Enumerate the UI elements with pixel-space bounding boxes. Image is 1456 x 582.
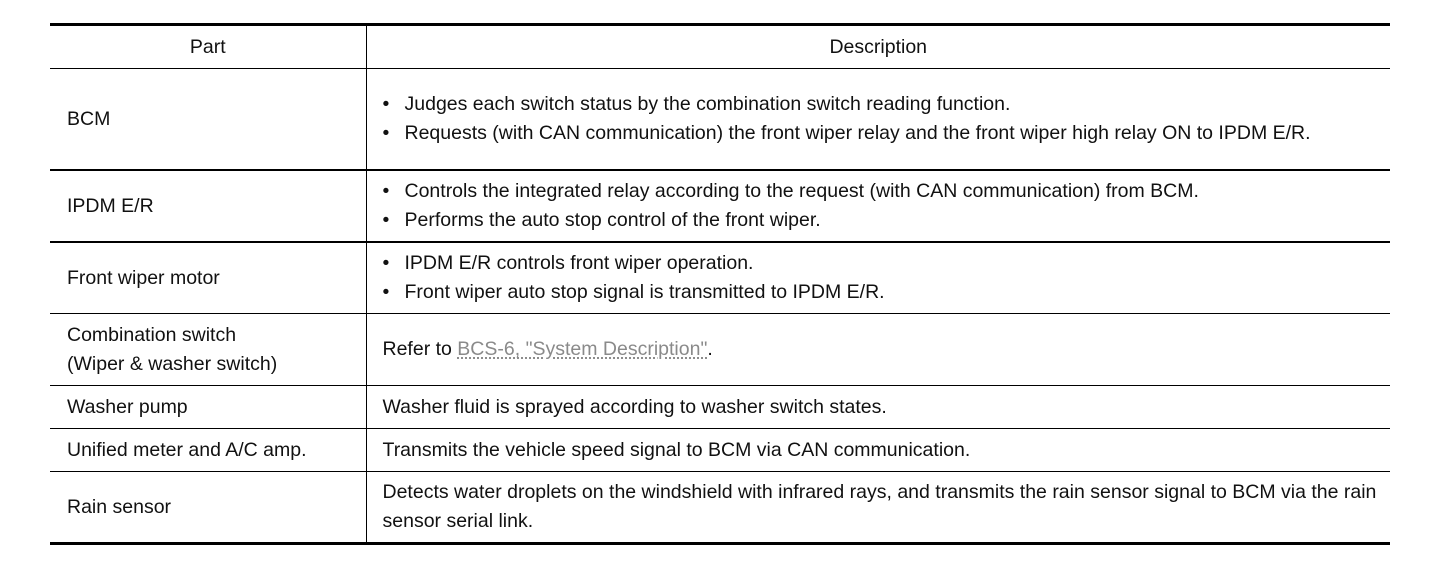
table-row: [50, 472, 1390, 544]
description-cell: Transmits the vehicle speed signal to BCM via CAN communication.: [366, 429, 1390, 472]
part-name: Unified meter and A/C amp.: [50, 429, 366, 472]
parts-description-table: [50, 23, 1390, 545]
table-row: [50, 242, 1390, 314]
part-name: IPDM E/R: [50, 170, 366, 242]
table-header-row: [50, 25, 1390, 69]
table-row: [50, 69, 1390, 171]
part-name: Washer pump: [50, 386, 366, 429]
description-cell: [366, 69, 1390, 171]
bullet-item: • Requests (with CAN communication) the front wiper relay and the front wiper high relay ON to IPDM E/R.: [383, 119, 1379, 148]
description-cell: [366, 314, 1390, 386]
description-cell: Detects water droplets on the windshield with infrared rays, and transmits the rain sensor signal to BCM via the rain sensor serial link.: [382, 481, 1377, 532]
bullet-item: • IPDM E/R controls front wiper operation.: [383, 249, 1379, 278]
description-cell: [366, 170, 1390, 242]
bullet-item: • Performs the auto stop control of the front wiper.: [383, 206, 1379, 235]
part-name: Front wiper motor: [50, 242, 366, 314]
part-name: [50, 314, 366, 386]
table-row: [50, 170, 1390, 242]
table-row: [50, 314, 1390, 386]
description-cell: [366, 242, 1390, 314]
part-name-line2: (Wiper & washer switch): [67, 352, 278, 375]
bullet-item: • Controls the integrated relay according to the request (with CAN communication) from BCM.: [383, 177, 1379, 206]
table-row: [50, 429, 1390, 472]
column-header-part: Part: [50, 25, 366, 69]
refer-suffix: .: [707, 338, 713, 360]
table-row: [50, 386, 1390, 429]
column-header-description: Description: [366, 25, 1390, 69]
bullet-list: [383, 177, 1379, 235]
part-name: BCM: [50, 69, 366, 171]
refer-text: Refer to: [382, 338, 458, 360]
bullet-list: [383, 90, 1379, 148]
bullet-item: • Judges each switch status by the combination switch reading function.: [383, 90, 1379, 119]
bullet-item: • Front wiper auto stop signal is transmitted to IPDM E/R.: [383, 278, 1379, 307]
system-description-link[interactable]: BCS-6, "System Description": [457, 338, 708, 360]
part-name-line1: Combination switch: [67, 323, 237, 346]
description-cell: Washer fluid is sprayed according to washer switch states.: [366, 386, 1390, 429]
bullet-list: [383, 249, 1379, 307]
part-name: Rain sensor: [50, 472, 366, 544]
